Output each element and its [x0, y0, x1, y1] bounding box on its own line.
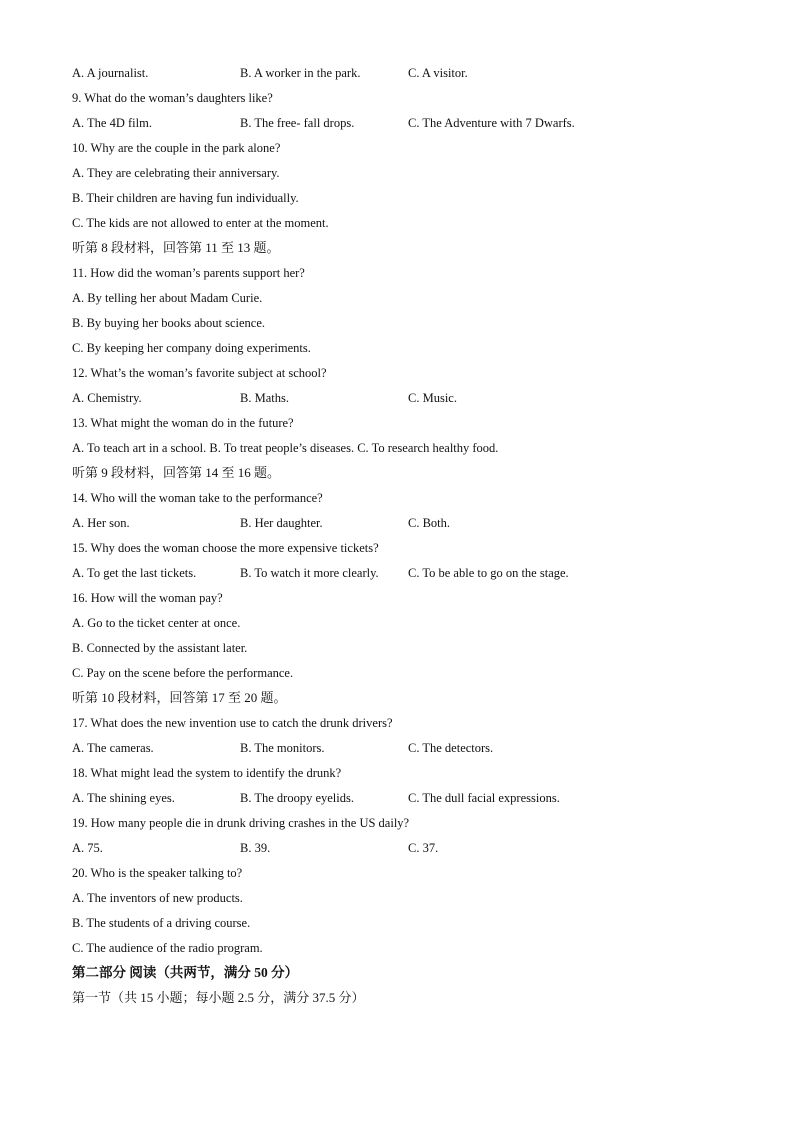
- text-line: 17. What does the new invention use to catch the drunk drivers?: [72, 716, 393, 730]
- option-c: C. To be able to go on the stage.: [408, 566, 569, 580]
- option-c: C. Music.: [408, 391, 457, 405]
- text-line: 19. How many people die in drunk driving crashes in the US daily?: [72, 816, 410, 830]
- text-line: 20. Who is the speaker talking to?: [72, 866, 243, 880]
- text-line: B. The students of a driving course.: [72, 916, 251, 930]
- text-line: 10. Why are the couple in the park alone?: [72, 141, 281, 155]
- text-line: C. Pay on the scene before the performance.: [72, 666, 294, 680]
- text-line: 12. What’s the woman’s favorite subject at school?: [72, 366, 327, 380]
- text-line: B. Their children are having fun individually.: [72, 191, 299, 205]
- option-a: A. Chemistry.: [72, 391, 142, 405]
- section-heading: 第一节（共 15 小题；每小题 2.5 分，满分 37.5 分）: [72, 990, 365, 1005]
- text-line: A. The inventors of new products.: [72, 891, 243, 905]
- option-a: A. The 4D film.: [72, 116, 152, 130]
- option-row: [72, 113, 732, 138]
- text-line: A. By telling her about Madam Curie.: [72, 291, 263, 305]
- option-c: C. Both.: [408, 516, 451, 530]
- option-row: [72, 563, 732, 588]
- option-b: B. Maths.: [240, 391, 289, 405]
- option-b: B. The monitors.: [240, 741, 325, 755]
- option-row: [72, 838, 732, 863]
- option-b: B. The droopy eyelids.: [240, 791, 354, 805]
- option-b: B. Her daughter.: [240, 516, 323, 530]
- option-b: B. To watch it more clearly.: [240, 566, 379, 580]
- option-b: B. 39.: [240, 841, 271, 855]
- option-row: [72, 388, 732, 413]
- section-heading: 听第 8 段材料，回答第 11 至 13 题。: [72, 240, 280, 255]
- option-a: A. The cameras.: [72, 741, 154, 755]
- text-line: A. Go to the ticket center at once.: [72, 616, 241, 630]
- option-c: C. The detectors.: [408, 741, 494, 755]
- option-row: [72, 513, 732, 538]
- option-c: C. 37.: [408, 841, 439, 855]
- text-line: C. By keeping her company doing experiments.: [72, 341, 311, 355]
- option-a: A. 75.: [72, 841, 103, 855]
- option-a: A. A journalist.: [72, 66, 149, 80]
- text-line: 18. What might lead the system to identify the drunk?: [72, 766, 342, 780]
- option-b: B. The free- fall drops.: [240, 116, 355, 130]
- text-line: A. They are celebrating their anniversary.: [72, 166, 280, 180]
- option-c: C. The dull facial expressions.: [408, 791, 560, 805]
- option-a: A. The shining eyes.: [72, 791, 175, 805]
- option-row: [72, 788, 732, 813]
- option-c: C. The Adventure with 7 Dwarfs.: [408, 116, 575, 130]
- option-a: A. To get the last tickets.: [72, 566, 197, 580]
- text-line: 14. Who will the woman take to the performance?: [72, 491, 323, 505]
- option-b: B. A worker in the park.: [240, 66, 361, 80]
- text-line: 13. What might the woman do in the future?: [72, 416, 294, 430]
- text-line: 9. What do the woman’s daughters like?: [72, 91, 273, 105]
- option-a: A. Her son.: [72, 516, 130, 530]
- text-line: A. To teach art in a school. B. To treat people’s diseases. C. To research healthy food.: [72, 441, 499, 455]
- text-line: 15. Why does the woman choose the more expensive tickets?: [72, 541, 379, 555]
- option-c: C. A visitor.: [408, 66, 468, 80]
- section-heading: 听第 10 段材料，回答第 17 至 20 题。: [72, 690, 287, 705]
- option-row: [72, 738, 732, 763]
- option-row: [72, 63, 732, 88]
- part-heading: 第二部分 阅读（共两节，满分 50 分）: [72, 965, 299, 980]
- text-line: B. Connected by the assistant later.: [72, 641, 248, 655]
- text-line: C. The kids are not allowed to enter at the moment.: [72, 216, 329, 230]
- text-line: 11. How did the woman’s parents support her?: [72, 266, 305, 280]
- text-line: C. The audience of the radio program.: [72, 941, 263, 955]
- text-line: 16. How will the woman pay?: [72, 591, 223, 605]
- section-heading: 听第 9 段材料，回答第 14 至 16 题。: [72, 465, 281, 480]
- text-line: B. By buying her books about science.: [72, 316, 266, 330]
- exam-page: [72, 63, 732, 1013]
